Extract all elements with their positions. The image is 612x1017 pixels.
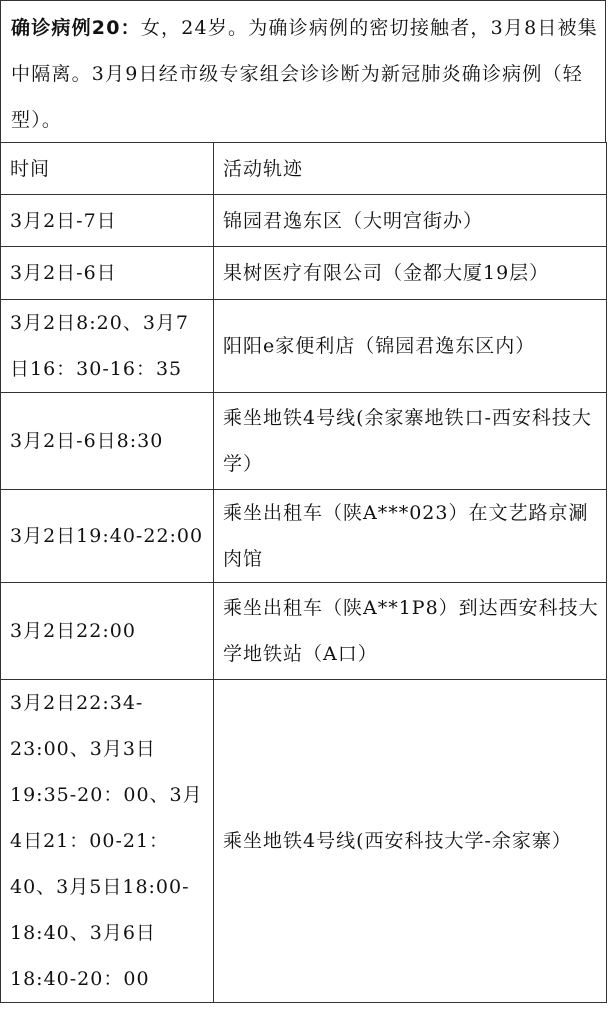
- time-cell: 3月2日-7日: [1, 195, 214, 247]
- activity-cell: 乘坐出租车（陕A**1P8）到达西安科技大学地铁站（A口）: [214, 583, 607, 680]
- table-row: [1, 393, 607, 490]
- activity-cell: 乘坐出租车（陕A***023）在文艺路京涮肉馆: [214, 490, 607, 583]
- activity-cell: 阳阳e家便利店（锦园君逸东区内）: [214, 300, 607, 393]
- time-cell: 3月2日8:20、3月7日16：30-16：35: [1, 300, 214, 393]
- case-number-label: 确诊病例20：: [11, 17, 141, 39]
- time-cell: 3月2日19:40-22:00: [1, 490, 214, 583]
- activity-cell: 乘坐地铁4号线(余家寨地铁口-西安科技大学）: [214, 393, 607, 490]
- table-row: [1, 247, 607, 300]
- time-cell: 3月2日-6日: [1, 247, 214, 300]
- activity-cell: 锦园君逸东区（大明宫街办）: [214, 195, 607, 247]
- activity-cell: 果树医疗有限公司（金都大厦19层）: [214, 247, 607, 300]
- time-cell: 3月2日-6日8:30: [1, 393, 214, 490]
- time-cell: 3月2日22:34-23:00、3月3日19:35-20：00、3月4日21：00-21：40、3月5日18:00-18:40、3月6日18:40-20：00: [1, 680, 214, 1003]
- table-row: [1, 490, 607, 583]
- case-description: [0, 0, 606, 142]
- activity-track-table: [0, 142, 607, 1003]
- table-row: [1, 195, 607, 247]
- header-time: 时间: [1, 143, 214, 195]
- activity-cell: 乘坐地铁4号线(西安科技大学-余家寨）: [214, 680, 607, 1003]
- table-row: [1, 680, 607, 1003]
- case-summary-text: 女，24岁。为确诊病例的密切接触者，3月8日被集中隔离。3月9日经市级专家组会诊诊断为新冠肺炎确诊病例（轻型）。: [11, 17, 598, 131]
- header-activity: 活动轨迹: [214, 143, 607, 195]
- table-row: [1, 300, 607, 393]
- table-header-row: [1, 143, 607, 195]
- table-row: [1, 583, 607, 680]
- time-cell: 3月2日22:00: [1, 583, 214, 680]
